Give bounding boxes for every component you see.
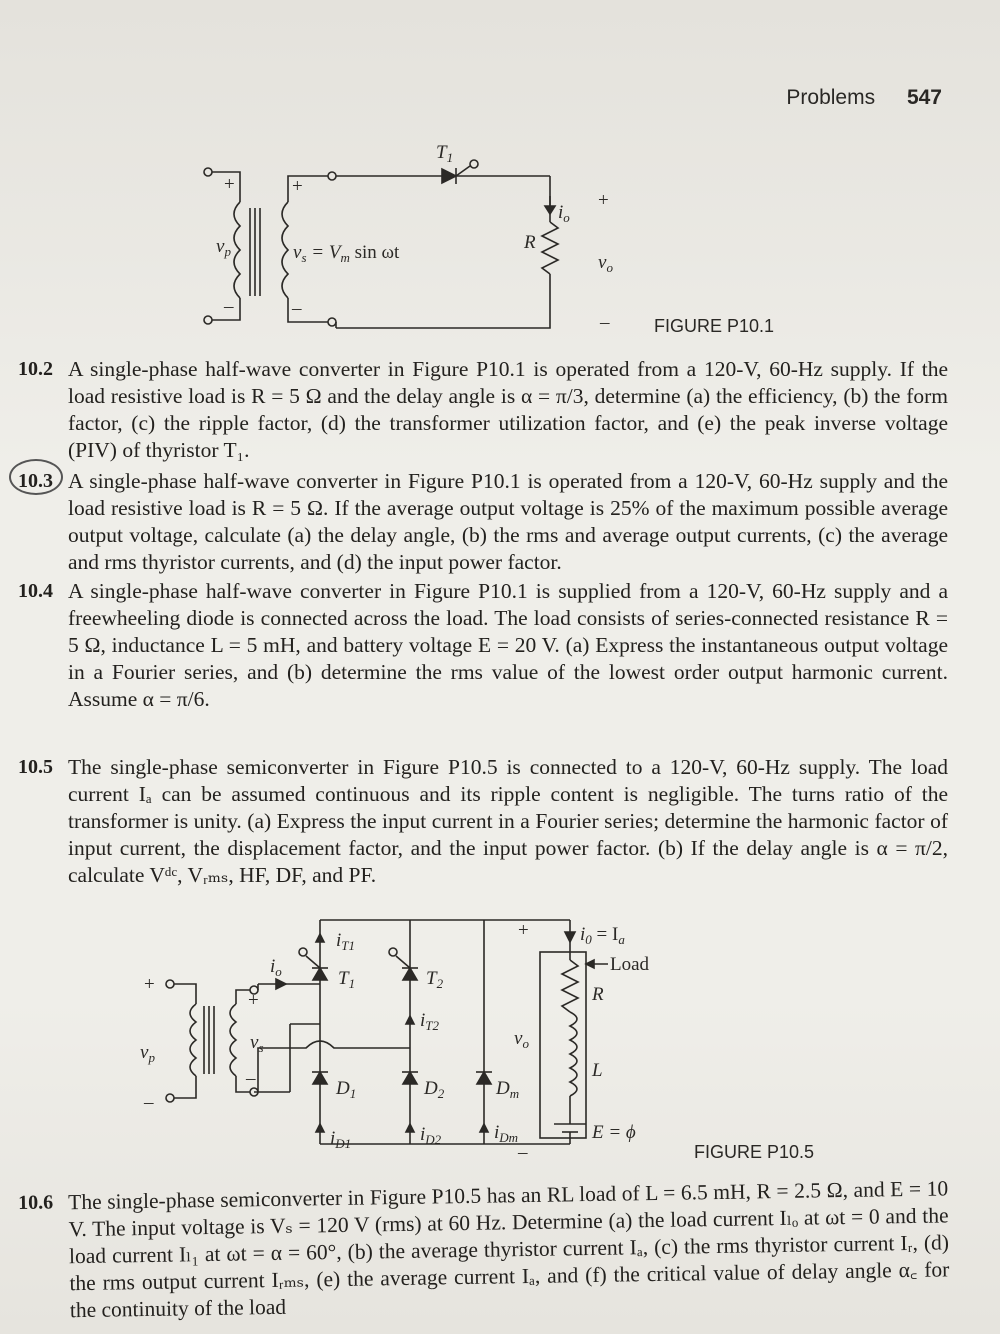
vp-label: $v_p$ <box>140 1042 155 1065</box>
it1-arrow <box>316 934 324 942</box>
problem-text: The single-phase semiconverter in Figure P10.5 has an RL load of L = 6.5 mH, R = 2.5 Ω, and E = 10 V. The input voltage is Vₛ = 120 V (rms) at 60 Hz. Determine (a) the load current Iₗₒ at ωt = 0 and the load current Iₗ₁ at ωt = α = 60°, (b) the average thyristor current Iₐ, (c) the rms thyristor current Iᵣ, (d) the rms output current Iᵣₘₛ, (e) the average current Iₐ, and (f) the critical value of delay angle α꜀ for the continuity of the load <box>68 1176 950 1323</box>
e-label: E = ϕ <box>592 1122 636 1143</box>
secondary-bottom-terminal <box>328 318 336 326</box>
t1-label: $T_1$ <box>338 968 356 991</box>
load-label: Load <box>610 954 650 975</box>
it2-label: $i_{T2}$ <box>420 1010 440 1033</box>
t1-gate-terminal <box>299 948 307 956</box>
primary-bottom-terminal <box>204 316 212 324</box>
secondary-coil <box>282 202 288 298</box>
problem-number: 10.4 <box>18 580 53 602</box>
load-inductor <box>570 1012 577 1096</box>
secondary-top-terminal <box>328 172 336 180</box>
io-equals-ia-label: $i_0 = I_a$ <box>580 924 625 947</box>
d2-triangle <box>403 1072 417 1084</box>
idm-label: $i_{Dm}$ <box>494 1122 519 1145</box>
l-label: L <box>592 1060 603 1081</box>
problem-text: A single-phase half-wave converter in Figure P10.1 is operated from a 120-V, 60-Hz supply. If the load resistive load is R = 5 Ω and the delay angle is α = π/3, determine (a) the efficiency, (b) the form factor, (c) the ripple factor, (d) the transformer utilization factor, and (e) the peak inverse voltage (PIV) of thyristor T₁. <box>68 357 948 462</box>
problem-10-5 <box>18 754 948 889</box>
problem-text: A single-phase half-wave converter in Figure P10.1 is supplied from a 120-V, 60-Hz supply and a freewheeling diode is connected across the load. The load consists of series-connected resistance R = 5 Ω, inductance L = 5 mH, and battery voltage E = 20 V. (a) Express the instantaneous output voltage in a Fourier series, and (b) determine the rms value of the lowest order output harmonic current. Assume α = π/6. <box>68 579 948 711</box>
t1-label: $T_1$ <box>436 142 454 165</box>
io-label: $i_o$ <box>558 202 570 225</box>
it1-label: $i_{T1}$ <box>336 930 356 953</box>
primary-plus: + <box>224 174 235 195</box>
figure-p10-5-circuit <box>130 912 690 1172</box>
t2-triangle <box>403 968 417 980</box>
primary-minus: – <box>224 296 234 317</box>
figure-p10-5-caption: FIGURE P10.5 <box>694 1142 815 1162</box>
page-number: 547 <box>906 86 942 109</box>
dm-label: $D_m$ <box>496 1078 520 1101</box>
id1-arrow <box>316 1124 324 1132</box>
output-minus: – <box>518 1142 528 1163</box>
figure-p10-1-caption: FIGURE P10.1 <box>654 316 775 336</box>
bottom-return-wire <box>336 274 550 328</box>
section-title: Problems <box>786 86 876 109</box>
problem-number: 10.2 <box>18 358 53 380</box>
vs-equation: $v_s = V_m$ sin ωt <box>293 242 400 265</box>
io-load-arrow <box>565 932 575 942</box>
problem-10-4 <box>18 578 948 713</box>
secondary-minus: – <box>246 1068 256 1089</box>
r-label: R <box>524 232 536 253</box>
load-pointer-arrow <box>586 960 594 968</box>
idm-arrow <box>480 1124 488 1132</box>
load-resistor <box>562 960 578 1012</box>
output-plus: + <box>598 190 609 211</box>
sec-to-right-leg <box>258 1041 410 1092</box>
secondary-plus: + <box>292 176 303 197</box>
d2-label: $D_2$ <box>424 1078 445 1101</box>
io-arrow-head <box>276 979 286 989</box>
primary-plus: + <box>144 974 155 995</box>
t1-triangle <box>313 968 327 980</box>
vo-label: $v_o$ <box>514 1028 529 1051</box>
figure-p10-1-circuit <box>180 140 650 340</box>
gate-terminal <box>470 160 478 168</box>
secondary-coil <box>230 1004 236 1076</box>
id1-label: $i_{D1}$ <box>330 1128 352 1151</box>
t2-gate <box>396 956 410 968</box>
thyristor-gate <box>456 166 470 176</box>
t2-gate-terminal <box>389 948 397 956</box>
secondary-plus: + <box>248 990 259 1011</box>
thyristor-triangle <box>442 169 456 183</box>
d1-label: $D_1$ <box>336 1078 357 1101</box>
resistor-symbol <box>542 222 558 274</box>
primary-coil <box>234 202 240 298</box>
primary-top-terminal <box>204 168 212 176</box>
problem-number: 10.6 <box>18 1191 54 1214</box>
primary-top-terminal <box>166 980 174 988</box>
problem-number: 10.3 <box>18 470 53 492</box>
problem-10-6 <box>18 1175 950 1325</box>
load-box <box>540 952 586 1138</box>
output-plus: + <box>518 920 529 941</box>
problem-text: The single-phase semiconverter in Figure P10.5 is connected to a 120-V, 60-Hz supply. The load current Iₐ can be assumed continuous and its ripple content is negligible. The turns ratio of the transformer is unity. (a) Express the input current in a Fourier series; determine the harmonic factor of input current, the displacement factor, and the input power factor. (b) If the delay angle is α = π/2, calculate Vᵈᶜ, Vᵣₘₛ, HF, DF, and PF. <box>68 755 948 887</box>
page-header <box>786 86 942 110</box>
primary-bottom-terminal <box>166 1094 174 1102</box>
problem-10-3 <box>18 468 948 576</box>
t2-label: $T_2$ <box>426 968 444 991</box>
problem-number: 10.5 <box>18 756 53 778</box>
primary-minus: – <box>144 1092 154 1113</box>
id2-arrow <box>406 1124 414 1132</box>
vo-label: $v_o$ <box>598 252 613 275</box>
problem-10-2 <box>18 356 948 464</box>
r-label: R <box>592 984 604 1005</box>
primary-coil <box>190 1004 196 1076</box>
vs-label: $v_s$ <box>250 1032 264 1055</box>
primary-top-wire <box>174 984 196 1004</box>
io-label: $i_o$ <box>270 956 282 979</box>
primary-bottom-wire <box>174 1076 196 1098</box>
t1-gate <box>306 956 320 968</box>
problem-text: A single-phase half-wave converter in Figure P10.1 is operated from a 120-V, 60-Hz supply and the load resistive load is R = 5 Ω. If the average output voltage is 25% of the maximum possible average output voltage, calculate (a) the delay angle, (b) the rms and average output currents, (c) the average and rms thyristor currents, and (d) the input power factor. <box>68 469 948 574</box>
id2-label: $i_{D2}$ <box>420 1124 442 1147</box>
output-minus: – <box>600 312 610 333</box>
dm-triangle <box>477 1072 491 1084</box>
secondary-minus: – <box>292 298 302 319</box>
it2-arrow <box>406 1016 414 1024</box>
vp-label: $v_p$ <box>216 236 231 259</box>
d1-triangle <box>313 1072 327 1084</box>
